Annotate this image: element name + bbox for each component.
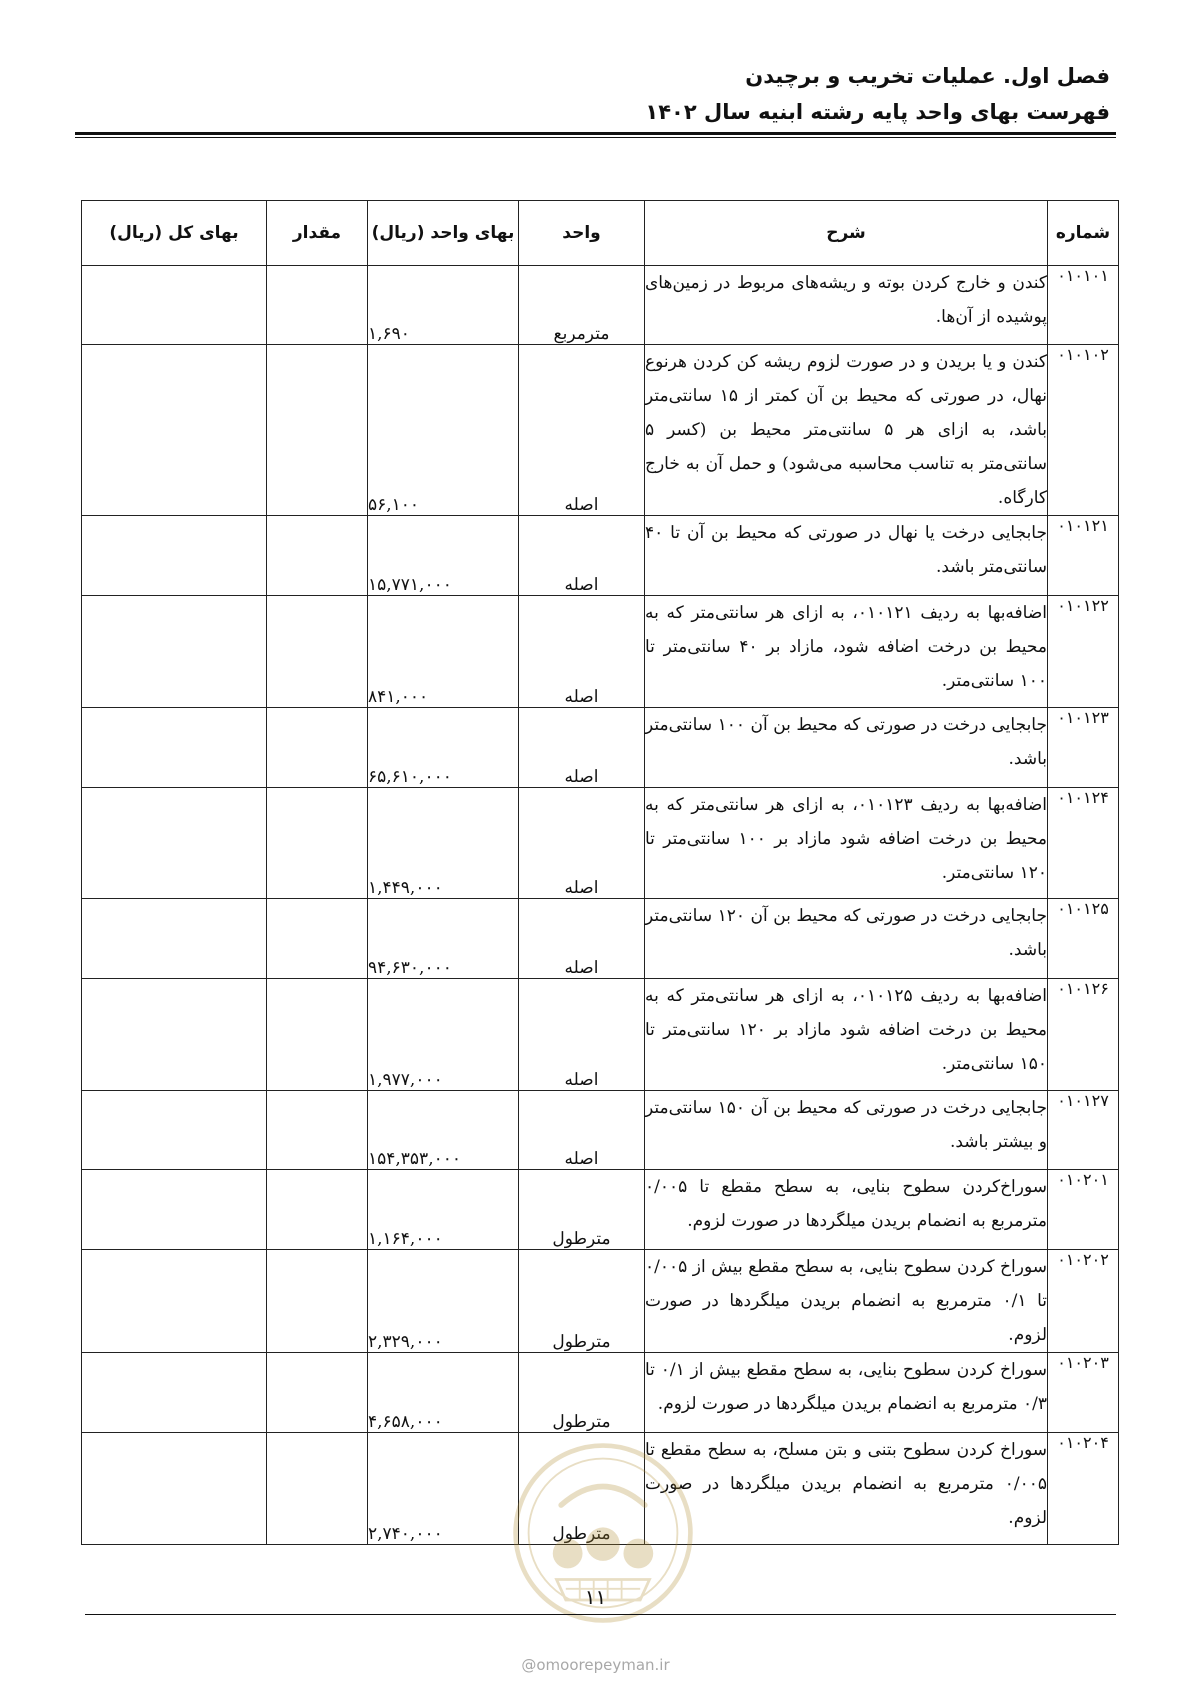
row-quantity [267, 979, 368, 1091]
chapter-title: فصل اول. عملیات تخریب و برچیدن [745, 64, 1110, 88]
row-unit: اصله [519, 1091, 645, 1170]
row-quantity [267, 1353, 368, 1433]
column-header-code: شماره [1048, 201, 1119, 266]
row-unit-price: ۴,۶۵۸,۰۰۰ [368, 1353, 519, 1433]
row-quantity [267, 1091, 368, 1170]
column-header-unit-price: بهای واحد (ریال) [368, 201, 519, 266]
row-unit: اصله [519, 516, 645, 596]
row-code: ۰۱۰۲۰۱ [1048, 1170, 1119, 1250]
row-code: ۰۱۰۱۲۲ [1048, 596, 1119, 708]
row-unit: اصله [519, 788, 645, 899]
row-total-price [82, 1353, 267, 1433]
row-description: سوراخ کردن سطوح بتنی و بتن مسلح، به سطح مقطع تا ۰/۰۰۵ مترمربع به انضمام بریدن میلگردها در صورت لزوم. [645, 1433, 1048, 1545]
header-rule-thick [75, 132, 1116, 135]
row-unit: مترطول [519, 1353, 645, 1433]
row-total-price [82, 345, 267, 516]
row-description: سوراخ‌کردن سطوح بنایی، به سطح مقطع تا ۰/۰۰۵ مترمربع به انضمام بریدن میلگردها در صورت لزوم. [645, 1170, 1048, 1250]
row-description: جابجایی درخت یا نهال در صورتی که محیط بن آن تا ۴۰ سانتی‌متر باشد. [645, 516, 1048, 596]
column-header-unit: واحد [519, 201, 645, 266]
row-unit-price: ۸۴۱,۰۰۰ [368, 596, 519, 708]
page-number: ۱۱ [584, 1585, 607, 1609]
row-description: کندن و یا بریدن و در صورت لزوم ریشه کن کردن هرنوع نهال، در صورتی که محیط بن آن کمتر از ۱۵ سانتی‌متر باشد، به ازای هر ۵ سانتی‌متر محیط بن (کسر ۵ سانتی‌متر به تناسب محاسبه می‌شود) و حمل آن به خارج کارگاه. [645, 345, 1048, 516]
row-total-price [82, 788, 267, 899]
catalog-title: فهرست بهای واحد پایه رشته ابنیه سال ۱۴۰۲ [645, 100, 1110, 124]
row-quantity [267, 708, 368, 788]
column-header-description: شرح [645, 201, 1048, 266]
row-unit-price: ۱,۹۷۷,۰۰۰ [368, 979, 519, 1091]
table-row [82, 788, 1119, 899]
table-row [82, 266, 1119, 345]
table-row [82, 979, 1119, 1091]
row-total-price [82, 516, 267, 596]
table-row [82, 1353, 1119, 1433]
price-list-table [81, 200, 1119, 1545]
row-code: ۰۱۰۲۰۴ [1048, 1433, 1119, 1545]
row-code: ۰۱۰۱۰۲ [1048, 345, 1119, 516]
row-total-price [82, 1250, 267, 1353]
row-total-price [82, 899, 267, 979]
row-quantity [267, 1250, 368, 1353]
row-unit: مترمربع [519, 266, 645, 345]
row-code: ۰۱۰۱۲۴ [1048, 788, 1119, 899]
row-total-price [82, 708, 267, 788]
row-code: ۰۱۰۲۰۲ [1048, 1250, 1119, 1353]
row-total-price [82, 596, 267, 708]
row-quantity [267, 516, 368, 596]
table-row [82, 516, 1119, 596]
row-unit: اصله [519, 899, 645, 979]
row-unit: مترطول [519, 1433, 645, 1545]
row-total-price [82, 1433, 267, 1545]
row-quantity [267, 1433, 368, 1545]
row-quantity [267, 1170, 368, 1250]
row-code: ۰۱۰۲۰۳ [1048, 1353, 1119, 1433]
footer-rule [85, 1614, 1116, 1615]
row-total-price [82, 1091, 267, 1170]
row-quantity [267, 788, 368, 899]
row-unit: اصله [519, 345, 645, 516]
table-row [82, 899, 1119, 979]
column-header-quantity: مقدار [267, 201, 368, 266]
row-unit-price: ۱۵۴,۳۵۳,۰۰۰ [368, 1091, 519, 1170]
row-code: ۰۱۰۱۲۵ [1048, 899, 1119, 979]
row-unit-price: ۱۵,۷۷۱,۰۰۰ [368, 516, 519, 596]
row-quantity [267, 266, 368, 345]
row-unit: اصله [519, 708, 645, 788]
row-code: ۰۱۰۱۲۳ [1048, 708, 1119, 788]
table-row [82, 1170, 1119, 1250]
table-row [82, 345, 1119, 516]
table-row [82, 708, 1119, 788]
row-description: سوراخ کردن سطوح بنایی، به سطح مقطع بیش از ۰/۰۰۵ تا ۰/۱ مترمربع به انضمام بریدن میلگردها در صورت لزوم. [645, 1250, 1048, 1353]
row-total-price [82, 266, 267, 345]
row-code: ۰۱۰۱۲۷ [1048, 1091, 1119, 1170]
row-unit: اصله [519, 979, 645, 1091]
page-header [75, 58, 1116, 130]
row-code: ۰۱۰۱۲۶ [1048, 979, 1119, 1091]
row-unit: اصله [519, 596, 645, 708]
row-unit-price: ۲,۳۲۹,۰۰۰ [368, 1250, 519, 1353]
row-quantity [267, 899, 368, 979]
row-unit-price: ۱,۶۹۰ [368, 266, 519, 345]
row-unit-price: ۵۶,۱۰۰ [368, 345, 519, 516]
table-row [82, 596, 1119, 708]
row-description: اضافه‌بها به ردیف ۰۱۰۱۲۵، به ازای هر سانتی‌متر که به محیط بن درخت اضافه شود مازاد بر ۱۲۰ سانتی‌متر تا ۱۵۰ سانتی‌متر. [645, 979, 1048, 1091]
row-description: جابجایی درخت در صورتی که محیط بن آن ۱۵۰ سانتی‌متر و بیشتر باشد. [645, 1091, 1048, 1170]
row-total-price [82, 979, 267, 1091]
row-description: جابجایی درخت در صورتی که محیط بن آن ۱۲۰ سانتی‌متر باشد. [645, 899, 1048, 979]
header-rule-thin [75, 137, 1116, 138]
row-unit-price: ۲,۷۴۰,۰۰۰ [368, 1433, 519, 1545]
table-header-row [82, 201, 1119, 266]
row-unit: مترطول [519, 1170, 645, 1250]
row-unit: مترطول [519, 1250, 645, 1353]
row-description: اضافه‌بها به ردیف ۰۱۰۱۲۱، به ازای هر سانتی‌متر که به محیط بن درخت اضافه شود، مازاد بر ۴۰ سانتی‌متر تا ۱۰۰ سانتی‌متر. [645, 596, 1048, 708]
row-unit-price: ۹۴,۶۳۰,۰۰۰ [368, 899, 519, 979]
table-row [82, 1091, 1119, 1170]
watermark-url: @omoorepeyman.ir [521, 1656, 670, 1674]
row-description: کندن و خارج کردن بوته و ریشه‌های مربوط در زمین‌های پوشیده از آن‌ها. [645, 266, 1048, 345]
row-quantity [267, 596, 368, 708]
table-row [82, 1250, 1119, 1353]
row-description: سوراخ کردن سطوح بنایی، به سطح مقطع بیش از ۰/۱ تا ۰/۳ مترمربع به انضمام بریدن میلگردها در صورت لزوم. [645, 1353, 1048, 1433]
row-description: جابجایی درخت در صورتی که محیط بن آن ۱۰۰ سانتی‌متر باشد. [645, 708, 1048, 788]
row-unit-price: ۶۵,۶۱۰,۰۰۰ [368, 708, 519, 788]
row-code: ۰۱۰۱۰۱ [1048, 266, 1119, 345]
row-unit-price: ۱,۱۶۴,۰۰۰ [368, 1170, 519, 1250]
row-description: اضافه‌بها به ردیف ۰۱۰۱۲۳، به ازای هر سانتی‌متر که به محیط بن درخت اضافه شود مازاد بر ۱۰۰ سانتی‌متر تا ۱۲۰ سانتی‌متر. [645, 788, 1048, 899]
row-quantity [267, 345, 368, 516]
column-header-total-price: بهای کل (ریال) [82, 201, 267, 266]
row-code: ۰۱۰۱۲۱ [1048, 516, 1119, 596]
row-total-price [82, 1170, 267, 1250]
row-unit-price: ۱,۴۴۹,۰۰۰ [368, 788, 519, 899]
